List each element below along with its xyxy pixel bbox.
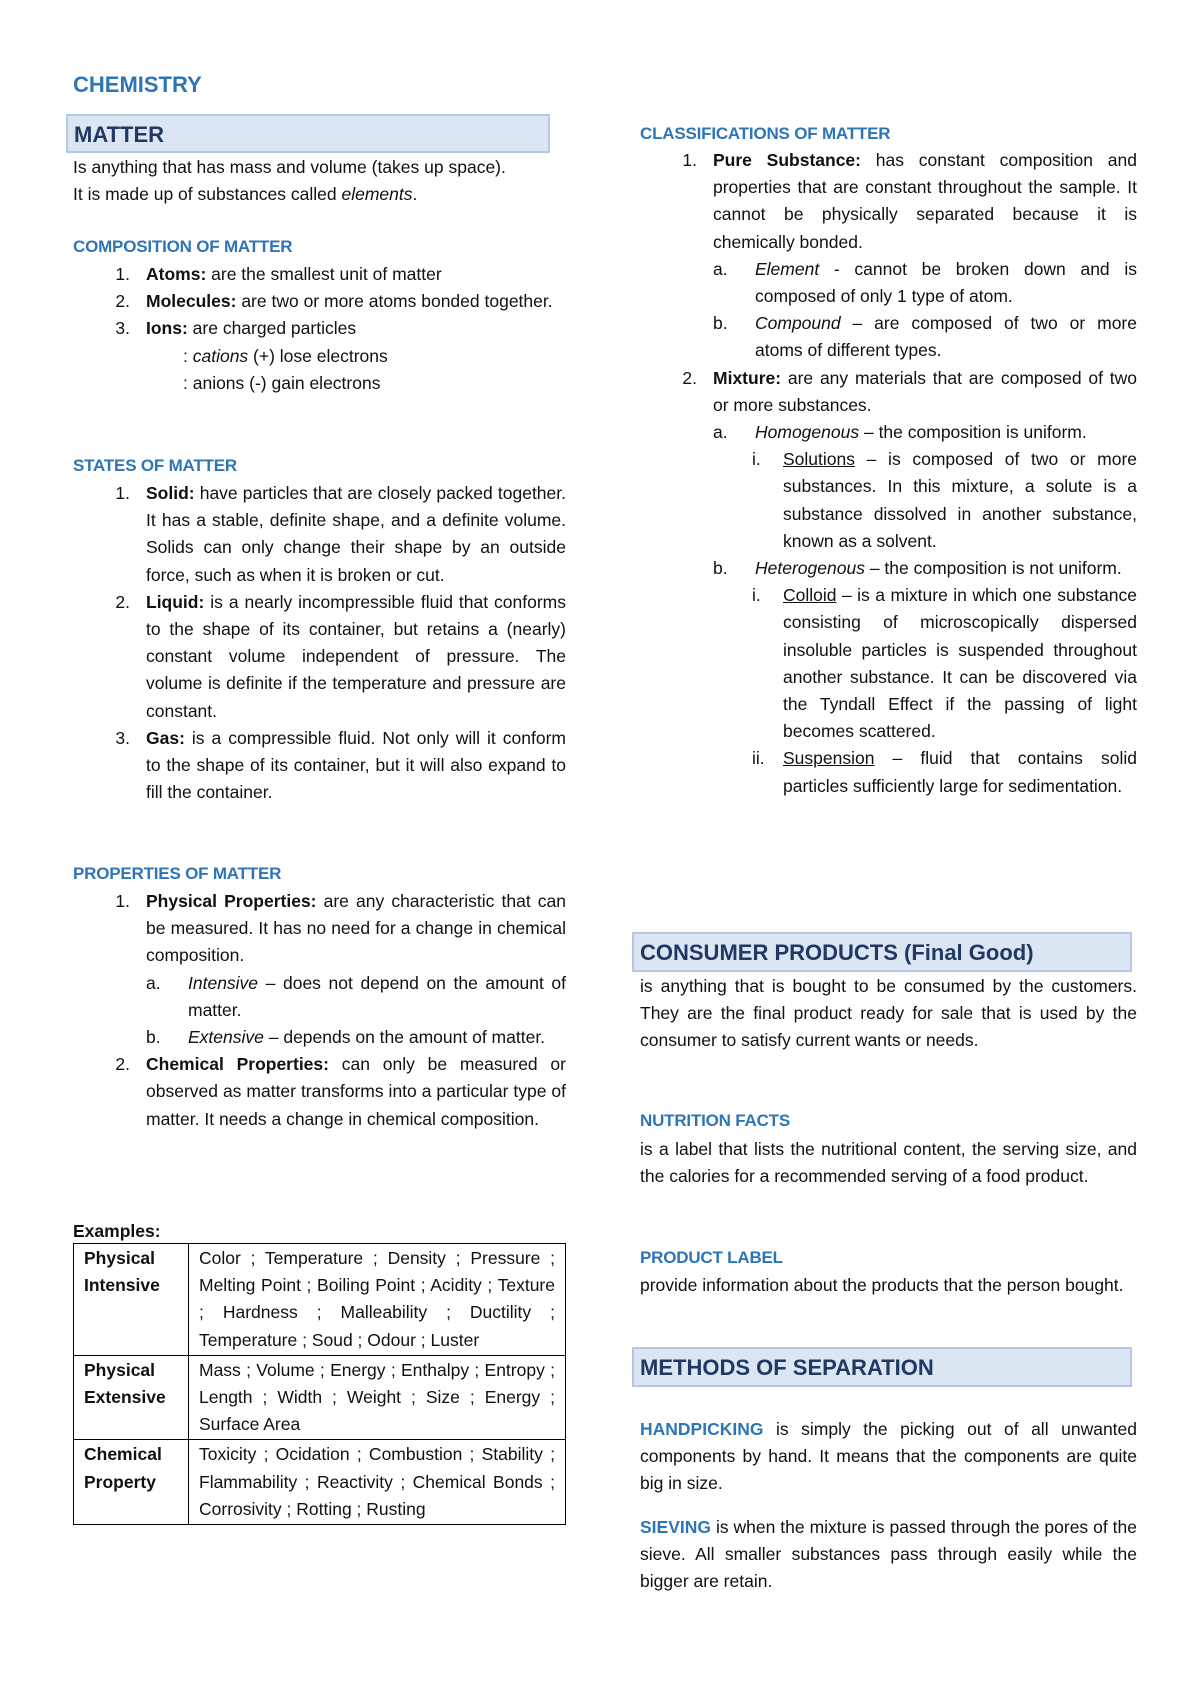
list-term: Chemical Properties: — [146, 1054, 329, 1075]
product-label-heading: PRODUCT LABEL — [640, 1248, 783, 1267]
matter-line-2-a: It is made up of substances called — [73, 184, 342, 205]
list-term: Ions: — [146, 318, 188, 339]
sub-list-text: - cannot be broken down and is composed of only 1 type of atom. — [755, 258, 1137, 307]
cations-line — [73, 343, 566, 370]
sub-list-marker: a. — [713, 258, 728, 279]
sub-sub-list-item — [640, 745, 1137, 799]
sub-list-item — [640, 310, 1137, 364]
list-term: Liquid: — [146, 591, 205, 612]
sub-list-term: Element — [755, 258, 820, 279]
sub-list-marker: a. — [146, 972, 161, 993]
list-text: is a compressible fluid. Not only will it conform to the shape of its container, but it will also expand to fill the container. — [146, 727, 566, 803]
cations-text: (+) lose electrons — [248, 345, 388, 366]
list-term: Gas: — [146, 727, 185, 748]
examples-label: Examples: — [73, 1221, 161, 1241]
table-cell: Mass ; Volume ; Energy ; Enthalpy ; Entropy ; Length ; Width ; Weight ; Size ; Energy ; Surface Area — [189, 1355, 566, 1440]
sub-sub-list-marker: i. — [752, 585, 761, 606]
classifications-heading: CLASSIFICATIONS OF MATTER — [640, 124, 891, 143]
handpicking-term: HANDPICKING — [640, 1419, 764, 1439]
matter-line-2-elements: elements — [341, 184, 413, 205]
list-number: 2. — [682, 367, 697, 388]
states-heading: STATES OF MATTER — [73, 456, 237, 475]
sub-sub-list-term: Colloid — [783, 585, 837, 606]
sub-sub-list-marker: ii. — [752, 748, 765, 769]
list-term: Solid: — [146, 483, 195, 503]
sub-list-item — [73, 1024, 566, 1051]
sub-list-item — [640, 555, 1137, 582]
list-text: are any materials that are composed of two or more substances. — [713, 367, 1137, 415]
list-item — [73, 288, 566, 315]
sub-list-term: Extensive — [188, 1027, 264, 1048]
handpicking-description: is simply the picking out of all unwanted components by hand. It means that the components are quite big in size. — [640, 1419, 1137, 1494]
list-text: has constant composition and properties that are constant throughout the sample. It cannot be physically separated because it is chemically bonded. — [713, 150, 1137, 252]
list-text: can only be measured or observed as matter transforms into a particular type of matter. It needs a change in chemical composition. — [146, 1054, 566, 1129]
sub-list-text: – are composed of two or more atoms of different types. — [755, 313, 1137, 361]
list-item — [73, 315, 566, 342]
list-item — [73, 725, 566, 807]
sub-list-term: Homogenous — [755, 422, 860, 443]
list-text: are two or more atoms bonded together. — [236, 291, 553, 312]
list-number: 2. — [115, 1054, 130, 1075]
sub-sub-list-item — [640, 446, 1137, 555]
sub-sub-list-text: – is a mixture in which one substance consisting of microscopically dispersed insoluble particles is suspended throughout another substance. It can be discovered via the Tyndall Effect if the passing of light becomes scattered. — [783, 585, 1137, 742]
matter-line-2-c: . — [412, 184, 418, 205]
sub-list-text: – depends on the amount of matter. — [263, 1027, 546, 1048]
separation-heading-text: METHODS OF SEPARATION — [640, 1355, 934, 1380]
table-row-header: Chemical Property — [74, 1440, 189, 1525]
table-cell: Color ; Temperature ; Density ; Pressure ; Melting Point ; Boiling Point ; Acidity ; Texture ; Hardness ; Malleability ; Ductility ; Temperature ; Soud ; Odour ; Luster — [189, 1244, 566, 1356]
sub-list-marker: b. — [146, 1027, 161, 1048]
matter-line-1: Is anything that has mass and volume (takes up space). — [73, 157, 506, 177]
matter-heading-text: MATTER — [74, 122, 165, 147]
states-list — [73, 480, 566, 806]
handpicking-text — [640, 1416, 1137, 1498]
table-row-header: Physical Intensive — [74, 1244, 189, 1356]
list-number: 1. — [115, 891, 130, 911]
sub-sub-list-text: – is composed of two or more substances. In this mixture, a solute is a substance dissolved in another substance, known as a solvent. — [783, 449, 1137, 551]
nutrition-heading: NUTRITION FACTS — [640, 1111, 790, 1130]
composition-list — [73, 261, 566, 397]
list-number: 3. — [115, 318, 130, 339]
sieving-description: is when the mixture is passed through the pores of the sieve. All smaller substances pass through easily while the bigger are retain. — [640, 1517, 1137, 1592]
properties-list — [73, 888, 566, 1133]
consumer-text: is anything that is bought to be consumed by the customers. They are the final product ready for sale that is used by the consumer to satisfy current wants or needs. — [640, 976, 1137, 1051]
sub-list-marker: b. — [713, 313, 728, 334]
list-item — [73, 1051, 566, 1133]
properties-heading: PROPERTIES OF MATTER — [73, 864, 282, 883]
list-text: are any characteristic that can be measured. It has no need for a change in chemical composition. — [146, 891, 566, 966]
matter-heading — [66, 114, 550, 153]
list-term: Molecules: — [146, 291, 237, 312]
matter-line-2 — [73, 181, 566, 208]
sub-list-term: Intensive — [188, 972, 259, 993]
list-item — [73, 261, 566, 288]
consumer-heading-text: CONSUMER PRODUCTS (Final Good) — [640, 940, 1034, 965]
sub-list-term: Compound — [755, 313, 841, 334]
sub-sub-list-item — [640, 582, 1137, 745]
table-row — [74, 1244, 566, 1356]
examples-table — [73, 1243, 566, 1525]
list-number: 1. — [115, 483, 130, 503]
table-cell: Toxicity ; Ocidation ; Combustion ; Stability ; Flammability ; Reactivity ; Chemical Bonds ; Corrosivity ; Rotting ; Rusting — [189, 1440, 566, 1525]
page-title: CHEMISTRY — [73, 72, 202, 97]
list-item — [640, 147, 1137, 256]
sub-list-item — [73, 970, 566, 1024]
cations-term: cations — [192, 345, 249, 366]
sub-sub-list-term: Solutions — [783, 449, 855, 470]
list-number: 1. — [682, 150, 697, 170]
list-term: Pure Substance: — [713, 150, 861, 170]
cations-colon: : — [183, 345, 193, 366]
list-text: are charged particles — [187, 318, 357, 339]
sub-list-term: Heterogenous — [755, 558, 865, 579]
sieving-text — [640, 1514, 1137, 1596]
sub-sub-list-term: Suspension — [783, 748, 875, 769]
matter-definition — [73, 154, 566, 208]
list-term: Physical Properties: — [146, 891, 317, 911]
sub-sub-list-marker: i. — [752, 449, 761, 470]
sub-list-text: – does not depend on the amount of matter. — [188, 972, 566, 1020]
sub-sub-list-text: – fluid that contains solid particles sufficiently large for sedimentation. — [783, 748, 1137, 796]
sub-list-marker: a. — [713, 422, 728, 443]
sub-list-text: – the composition is not uniform. — [864, 558, 1122, 579]
sieving-term: SIEVING — [640, 1517, 711, 1537]
separation-heading — [632, 1347, 1132, 1387]
table-row — [74, 1355, 566, 1440]
anions-line: : anions (-) gain electrons — [183, 372, 381, 393]
consumer-heading — [632, 932, 1132, 972]
list-item — [640, 365, 1137, 419]
list-text: are the smallest unit of matter — [206, 264, 442, 284]
table-row-header: Physical Extensive — [74, 1355, 189, 1440]
list-number: 2. — [115, 591, 130, 612]
composition-heading: COMPOSITION OF MATTER — [73, 237, 293, 256]
list-number: 1. — [115, 264, 130, 284]
nutrition-text: is a label that lists the nutritional content, the serving size, and the calories for a recommended serving of a food product. — [640, 1139, 1137, 1187]
list-term: Atoms: — [146, 264, 207, 284]
sub-list-item — [640, 419, 1137, 446]
table-row — [74, 1440, 566, 1525]
list-item — [73, 589, 566, 725]
product-label-text: provide information about the products that the person bought. — [640, 1275, 1124, 1295]
list-text: is a nearly incompressible fluid that conforms to the shape of its container, but retains a (nearly) constant volume independent of pressure. The volume is definite if the temperature and pressure are constant. — [146, 591, 566, 721]
sub-list-text: – the composition is uniform. — [859, 422, 1087, 443]
list-term: Mixture: — [713, 367, 782, 388]
sub-list-marker: b. — [713, 558, 728, 579]
list-item — [73, 480, 566, 589]
classifications-list — [640, 147, 1137, 800]
sub-list-item — [640, 256, 1137, 310]
list-number: 2. — [115, 291, 130, 312]
list-number: 3. — [115, 727, 130, 748]
list-item — [73, 888, 566, 970]
list-text: have particles that are closely packed together. It has a stable, definite shape, and a definite volume. Solids can only change their shape by an outside force, such as when it is broken or cut. — [146, 483, 566, 585]
